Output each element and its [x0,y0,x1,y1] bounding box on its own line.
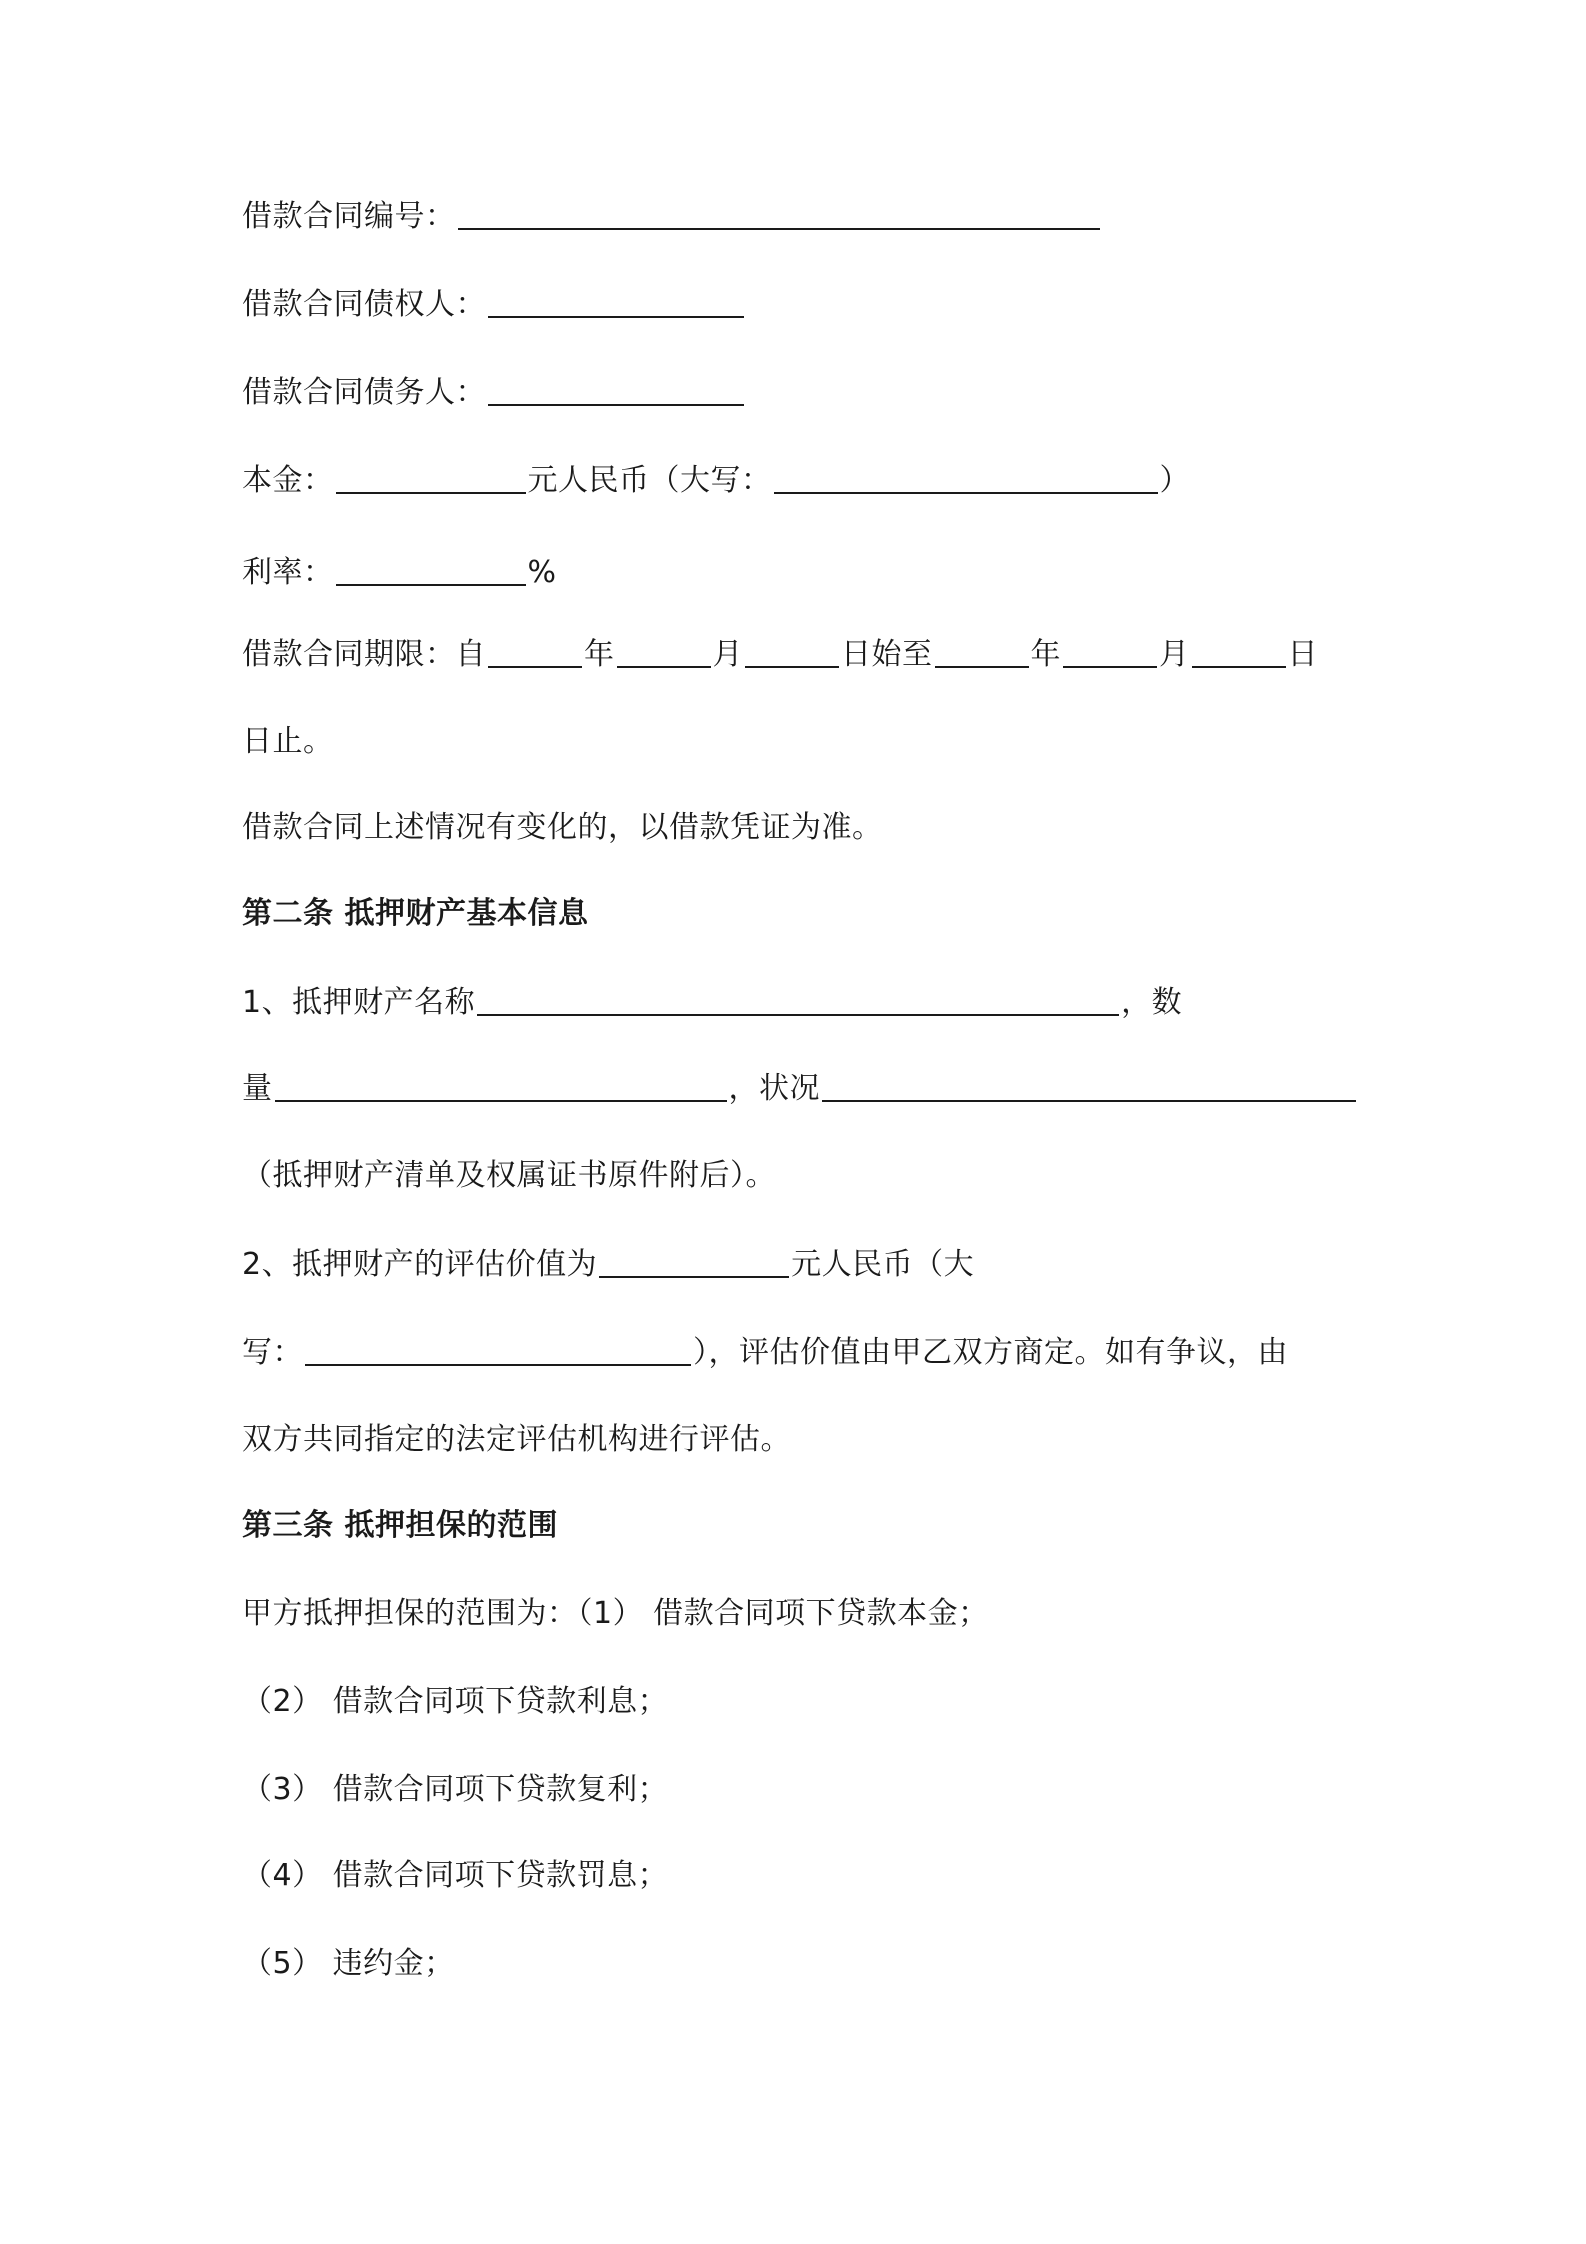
attachment-note-text: （抵押财产清单及权属证书原件附后）。 [242,1158,776,1193]
start-year-blank[interactable] [488,634,582,668]
day-label-2: 日 [1287,637,1318,672]
debtor-blank[interactable] [488,372,744,406]
valuation-label: 2、抵押财产的评估价值为 [242,1247,598,1282]
creditor-line [242,284,746,324]
month-label-1: 月 [712,637,743,672]
contract-number-label: 借款合同编号： [242,199,456,234]
scope-item-text: （4） 借款合同项下贷款罚息； [242,1858,669,1893]
creditor-blank[interactable] [488,284,744,318]
scope-intro-line [242,1594,989,1634]
rate-blank[interactable] [336,552,526,586]
scope-intro-text: 甲方抵押担保的范围为：（1） 借款合同项下贷款本金； [242,1596,989,1631]
scope-item-text: （2） 借款合同项下贷款利息； [242,1684,669,1719]
rate-line [242,552,557,592]
rate-unit: % [527,555,557,590]
quantity-blank[interactable] [275,1068,727,1102]
creditor-label: 借款合同债权人： [242,287,486,322]
start-day-blank[interactable] [745,634,839,668]
status-label: ，状况 [728,1071,820,1106]
principal-line [242,460,1190,500]
debtor-label: 借款合同债务人： [242,375,486,410]
term-line [242,634,1318,674]
term-end-line [242,722,334,762]
scope-item [242,1944,455,1984]
end-year-blank[interactable] [935,634,1029,668]
term-end-text: 日止。 [242,724,334,759]
valuation-uppercase-blank[interactable] [305,1332,691,1366]
year-label-1: 年 [584,637,615,672]
scope-item-text: （5） 违约金； [242,1946,455,1981]
change-note-line [242,808,883,848]
principal-label: 本金： [242,463,334,498]
property-name-label: 1、抵押财产名称 [242,985,476,1020]
article-2-heading-text: 第二条 抵押财产基本信息 [242,896,589,931]
article-3-heading [242,1506,558,1546]
valuation-end-line [242,1420,791,1460]
property-name-line [242,982,1182,1022]
quantity-label: 量 [242,1071,273,1106]
start-month-blank[interactable] [617,634,711,668]
year-label-2: 年 [1030,637,1061,672]
status-blank[interactable] [822,1068,1356,1102]
end-month-blank[interactable] [1063,634,1157,668]
principal-uppercase-blank[interactable] [774,460,1158,494]
valuation-line [242,1244,974,1284]
article-3-heading-text: 第三条 抵押担保的范围 [242,1508,558,1543]
day-start-label: 日始至 [841,637,933,672]
valuation-tail: ），评估价值由甲乙双方商定。如有争议，由 [693,1335,1288,1370]
debtor-line [242,372,746,412]
attachment-note-line [242,1156,776,1196]
month-label-2: 月 [1159,637,1190,672]
property-name-blank[interactable] [477,982,1119,1016]
valuation-amount-blank[interactable] [599,1244,789,1278]
end-day-blank[interactable] [1192,634,1286,668]
valuation-unit: 元人民币（大 [791,1247,975,1282]
valuation-write-label: 写： [242,1335,303,1370]
principal-close: ） [1159,463,1190,498]
property-name-tail: ，数 [1121,985,1183,1020]
scope-item [242,1770,668,1810]
valuation-uppercase-line [242,1332,1288,1372]
contract-number-line [242,196,1102,236]
contract-number-blank[interactable] [458,196,1100,230]
article-2-heading [242,894,588,934]
principal-unit: 元人民币（大写： [527,463,772,498]
quantity-status-line [242,1068,1358,1108]
scope-item [242,1856,668,1896]
principal-amount-blank[interactable] [336,460,526,494]
scope-item-text: （3） 借款合同项下贷款复利； [242,1772,669,1807]
valuation-end-text: 双方共同指定的法定评估机构进行评估。 [242,1422,791,1457]
change-note-text: 借款合同上述情况有变化的，以借款凭证为准。 [242,810,883,845]
scope-item [242,1682,668,1722]
term-label: 借款合同期限：自 [242,637,486,672]
rate-label: 利率： [242,555,334,590]
